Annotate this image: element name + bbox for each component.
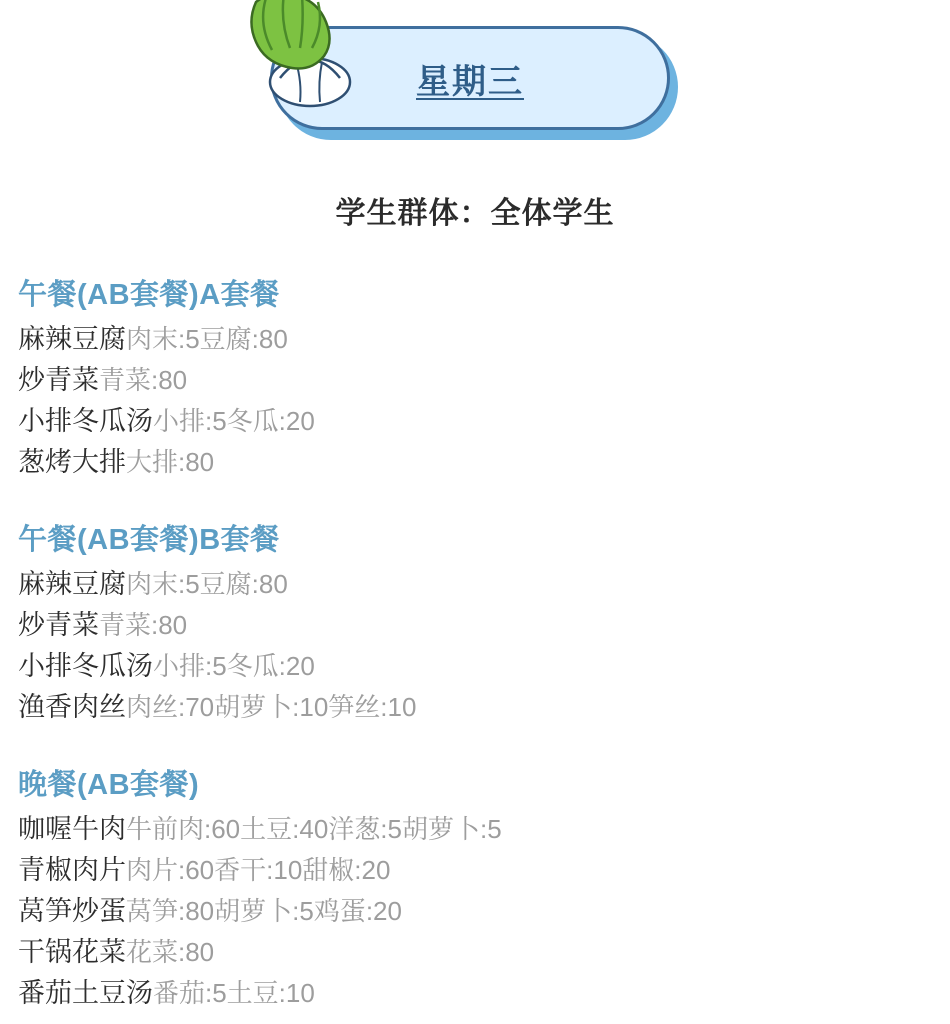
dish-ingredients: 肉丝:70胡萝卜:10笋丝:10 [126, 692, 417, 722]
dish-name: 麻辣豆腐 [18, 324, 126, 354]
dish-ingredients: 小排:5冬瓜:20 [153, 406, 315, 436]
dish-name: 渔香肉丝 [18, 692, 126, 722]
dish-row [18, 687, 932, 728]
dish-name: 青椒肉片 [18, 855, 126, 885]
dish-row [18, 442, 932, 483]
dish-ingredients: 肉末:5豆腐:80 [126, 324, 288, 354]
dish-name: 麻辣豆腐 [18, 569, 126, 599]
dish-row [18, 401, 932, 442]
dish-row [18, 360, 932, 401]
dish-row [18, 319, 932, 360]
dish-ingredients: 大排:80 [126, 447, 215, 477]
dish-name: 葱烤大排 [18, 447, 126, 477]
dish-row [18, 646, 932, 687]
page-header [0, 0, 950, 160]
dish-row [18, 564, 932, 605]
meal-title: 午餐(AB套餐)A套餐 [18, 279, 280, 311]
dish-row [18, 809, 932, 850]
dish-name: 莴笋炒蛋 [18, 896, 126, 926]
meal-section [18, 517, 932, 728]
dish-name: 炒青菜 [18, 610, 99, 640]
dish-row [18, 850, 932, 891]
dish-ingredients: 牛前肉:60土豆:40洋葱:5胡萝卜:5 [126, 814, 502, 844]
dish-ingredients: 青菜:80 [99, 610, 188, 640]
dish-ingredients: 青菜:80 [99, 365, 188, 395]
student-group-label: 学生群体：全体学生 [335, 197, 615, 230]
meal-section [18, 762, 932, 1014]
dish-ingredients: 番茄:5土豆:10 [153, 978, 315, 1008]
menu-content [0, 272, 950, 1014]
dish-name: 小排冬瓜汤 [18, 406, 153, 436]
dish-ingredients: 肉末:5豆腐:80 [126, 569, 288, 599]
dish-row [18, 605, 932, 646]
day-label: 星期三 [416, 62, 524, 101]
dish-row [18, 932, 932, 973]
dish-ingredients: 花菜:80 [126, 937, 215, 967]
dish-ingredients: 肉片:60香干:10甜椒:20 [126, 855, 391, 885]
dish-row [18, 973, 932, 1014]
dish-name: 咖喔牛肉 [18, 814, 126, 844]
meal-title: 晚餐(AB套餐) [18, 769, 200, 801]
dish-row [18, 891, 932, 932]
dish-name: 干锅花菜 [18, 937, 126, 967]
dish-ingredients: 莴笋:80胡萝卜:5鸡蛋:20 [126, 896, 402, 926]
dish-name: 炒青菜 [18, 365, 99, 395]
dish-name: 番茄土豆汤 [18, 978, 153, 1008]
meal-title: 午餐(AB套餐)B套餐 [18, 524, 280, 556]
meal-section [18, 272, 932, 483]
dish-ingredients: 小排:5冬瓜:20 [153, 651, 315, 681]
dish-name: 小排冬瓜汤 [18, 651, 153, 681]
